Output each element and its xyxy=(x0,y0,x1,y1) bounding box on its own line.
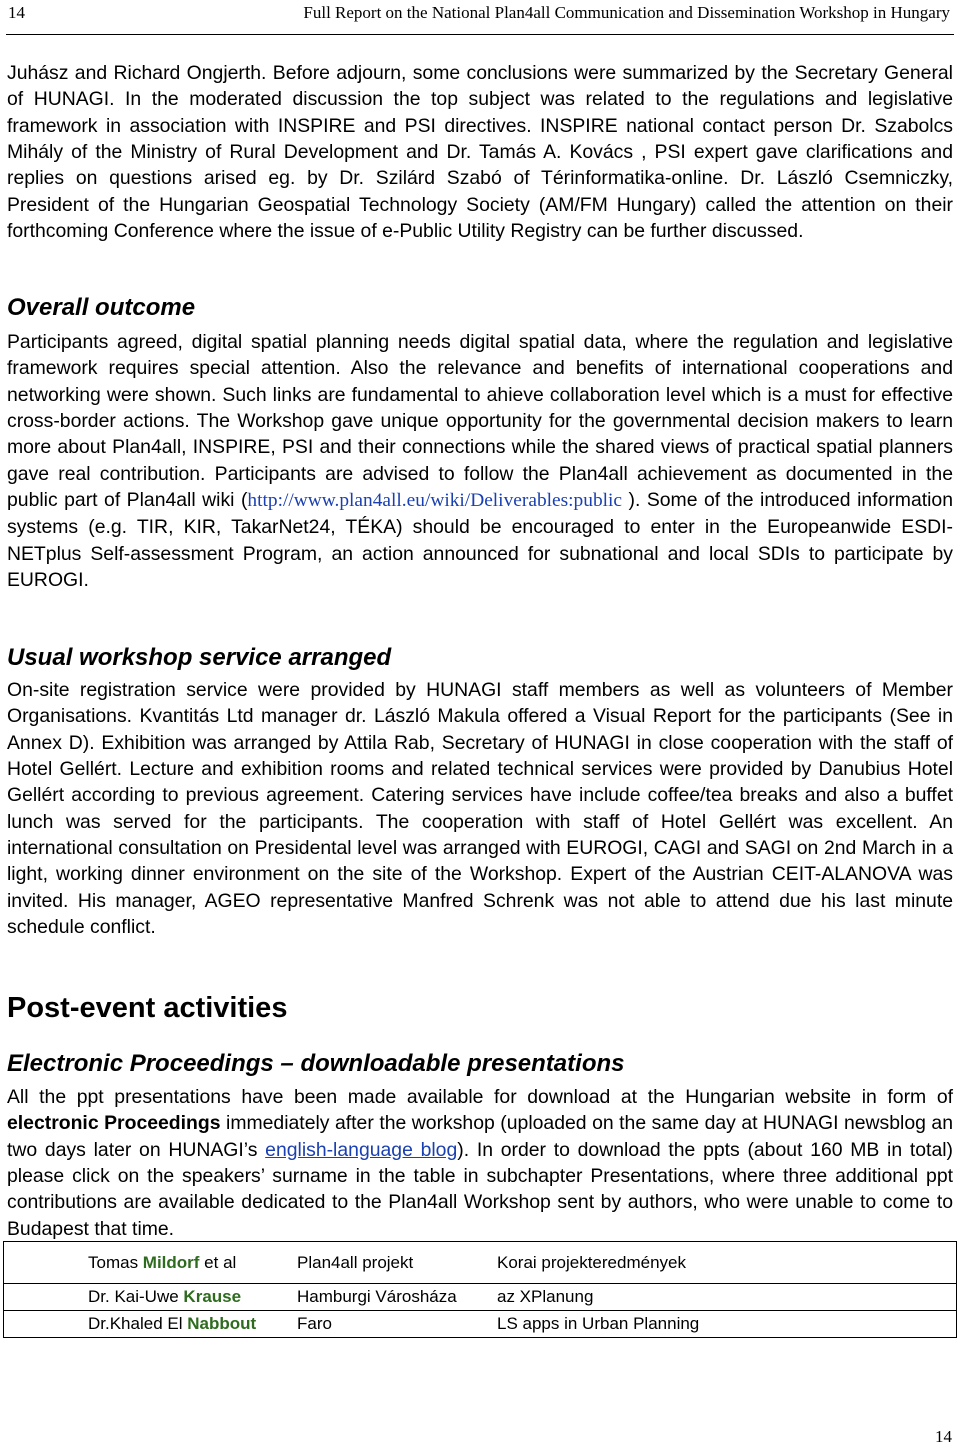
speaker-surname-link[interactable]: Nabbout xyxy=(187,1314,257,1333)
heading-overall-outcome: Overall outcome xyxy=(7,294,196,321)
heading-usual-workshop-service: Usual workshop service arranged xyxy=(7,644,392,671)
speaker-surname-link[interactable]: Mildorf xyxy=(142,1252,200,1272)
speaker-surname-link[interactable]: Krause xyxy=(183,1287,242,1306)
proceedings-text-1: All the ppt presentations have been made available for download at the Hungarian website in form of xyxy=(7,1086,953,1108)
paragraph-discussion-text: Juhász and Richard Ongjerth. Before adjourn, some conclusions were summarized by the Secretary General of HUNAGI. In the moderated discussion the top subject was related to the regulations and legislative framework in association with INSPIRE and PSI directives. INSPIRE national contact person Dr. Szabolcs Mihály of the Ministry of Rural Development and Dr. Tamás A. Kovács , PSI expert gave clarifications and replies on questions arised eg. by Dr. Szilárd Szabó of Térinformatika-online. Dr. László Csemniczky, President of the Hungarian Geospatial Technology Society (AM/FM Hungary) called the attention on their forthcoming Conference where the issue of e-Public Utility Registry can be further discussed. xyxy=(7,62,953,243)
presentation-title-cell: LS apps in Urban Planning xyxy=(497,1311,957,1338)
proceedings-text-3: ). In order to download the ppts (about 160 MB in total) please click on the speakers’ surname in the table in subchapter Presentations, where three additional ppt contributions are available dedicated to the Plan4all Workshop sent by authors, who were unable to come to Budapest that time. xyxy=(7,1138,953,1240)
header-page-number: 14 xyxy=(8,3,25,22)
overall-outcome-text xyxy=(7,329,953,593)
speaker-cell xyxy=(4,1284,298,1311)
speaker-prefix: Tomas xyxy=(88,1252,143,1272)
proceedings-bold-term: electronic Proceedings xyxy=(7,1112,221,1135)
speaker-cell xyxy=(4,1242,298,1284)
speaker-cell xyxy=(4,1311,298,1338)
plan4all-wiki-url[interactable]: http://www.plan4all.eu/wiki/Deliverables:public xyxy=(247,490,623,512)
presentation-title-cell: Korai projekteredmények xyxy=(497,1242,957,1284)
table-row xyxy=(4,1311,957,1338)
paragraph-electronic-proceedings xyxy=(7,1084,953,1242)
organisation-cell: Faro xyxy=(297,1311,497,1338)
proceedings-text-2: immediately after the workshop (uploaded on the same day at HUNAGI newsblog an two days later on HUNAGI’s xyxy=(7,1112,953,1161)
organisation-cell: Hamburgi Városháza xyxy=(297,1284,497,1311)
overall-text-after-url: ). Some of the introduced information systems (e.g. TIR, KIR, TakarNet24, TÉKA) should be encouraged to enter in the Europeanwide ESDI-NETplus Self-assessment Program, an action announced for subnational and local SDIs to participate by EUROGI. xyxy=(7,489,953,592)
presentation-title-cell: az XPlanung xyxy=(497,1284,957,1311)
table-row xyxy=(4,1284,957,1311)
header-divider xyxy=(6,34,954,35)
usual-service-text: On-site registration service were provided by HUNAGI staff members as well as volunteers of Member Organisations. Kvantitás Ltd manager dr. László Makula offered a Visual Report for the participants (See in Annex D). Exhibition was arranged by Attila Rab, Secretary of HUNAGI in close cooperation with the staff of Hotel Gellért. Lecture and exhibition rooms and related technical services were provided by Danubius Hotel Gellért according to previous agreement. Catering services have include coffee/tea breaks and also a buffet lunch was served for the participants. The cooperation with staff of Hotel Gellért was excellent. An international consultation on Presidental level was arranged with EUROGI, CAGI and SAGI on 2nd March in a light, working dinner environment on the site of the Workshop. Expert of the Austrian CEIT-ALANOVA was invited. His manager, AGEO representative Manfred Schrenk was not able to attend due his last minute schedule conflict. xyxy=(7,679,953,939)
speaker-prefix: Dr. Kai-Uwe xyxy=(88,1287,184,1306)
paragraph-usual-workshop-service xyxy=(7,677,953,940)
proceedings-text xyxy=(7,1084,953,1242)
heading-electronic-proceedings: Electronic Proceedings – downloadable presentations xyxy=(7,1050,625,1077)
organisation-cell: Plan4all projekt xyxy=(297,1242,497,1284)
presentations-table xyxy=(3,1241,957,1338)
paragraph-overall-outcome xyxy=(7,329,953,593)
english-language-blog-link[interactable]: english-language blog xyxy=(265,1138,458,1161)
footer-page-number: 14 xyxy=(935,1427,952,1446)
table-row xyxy=(4,1242,957,1284)
running-header-title: Full Report on the National Plan4all Communication and Dissemination Workshop in Hungary xyxy=(303,3,950,22)
heading-post-event-activities: Post-event activities xyxy=(7,992,288,1024)
paragraph-discussion xyxy=(7,60,953,244)
speaker-prefix: Dr.Khaled El xyxy=(88,1314,188,1333)
overall-text-before-url: Participants agreed, digital spatial planning needs digital spatial data, where the regulation and legislative framework requires special attention. Also the relevance and benefits of international cooperations and networking were shown. Such links are fundamental to ahieve collaboration level which is a must for effective cross-border actions. The Workshop gave unique opportunity for the governmental decision makers to learn more about Plan4all, INSPIRE, PSI and their connections while the shared views of practical spatial planners gave real contribution. Participants are advised to follow the Plan4all achievement as documented in the public part of Plan4all wiki ( xyxy=(7,331,953,512)
speaker-suffix: et al xyxy=(199,1252,237,1272)
